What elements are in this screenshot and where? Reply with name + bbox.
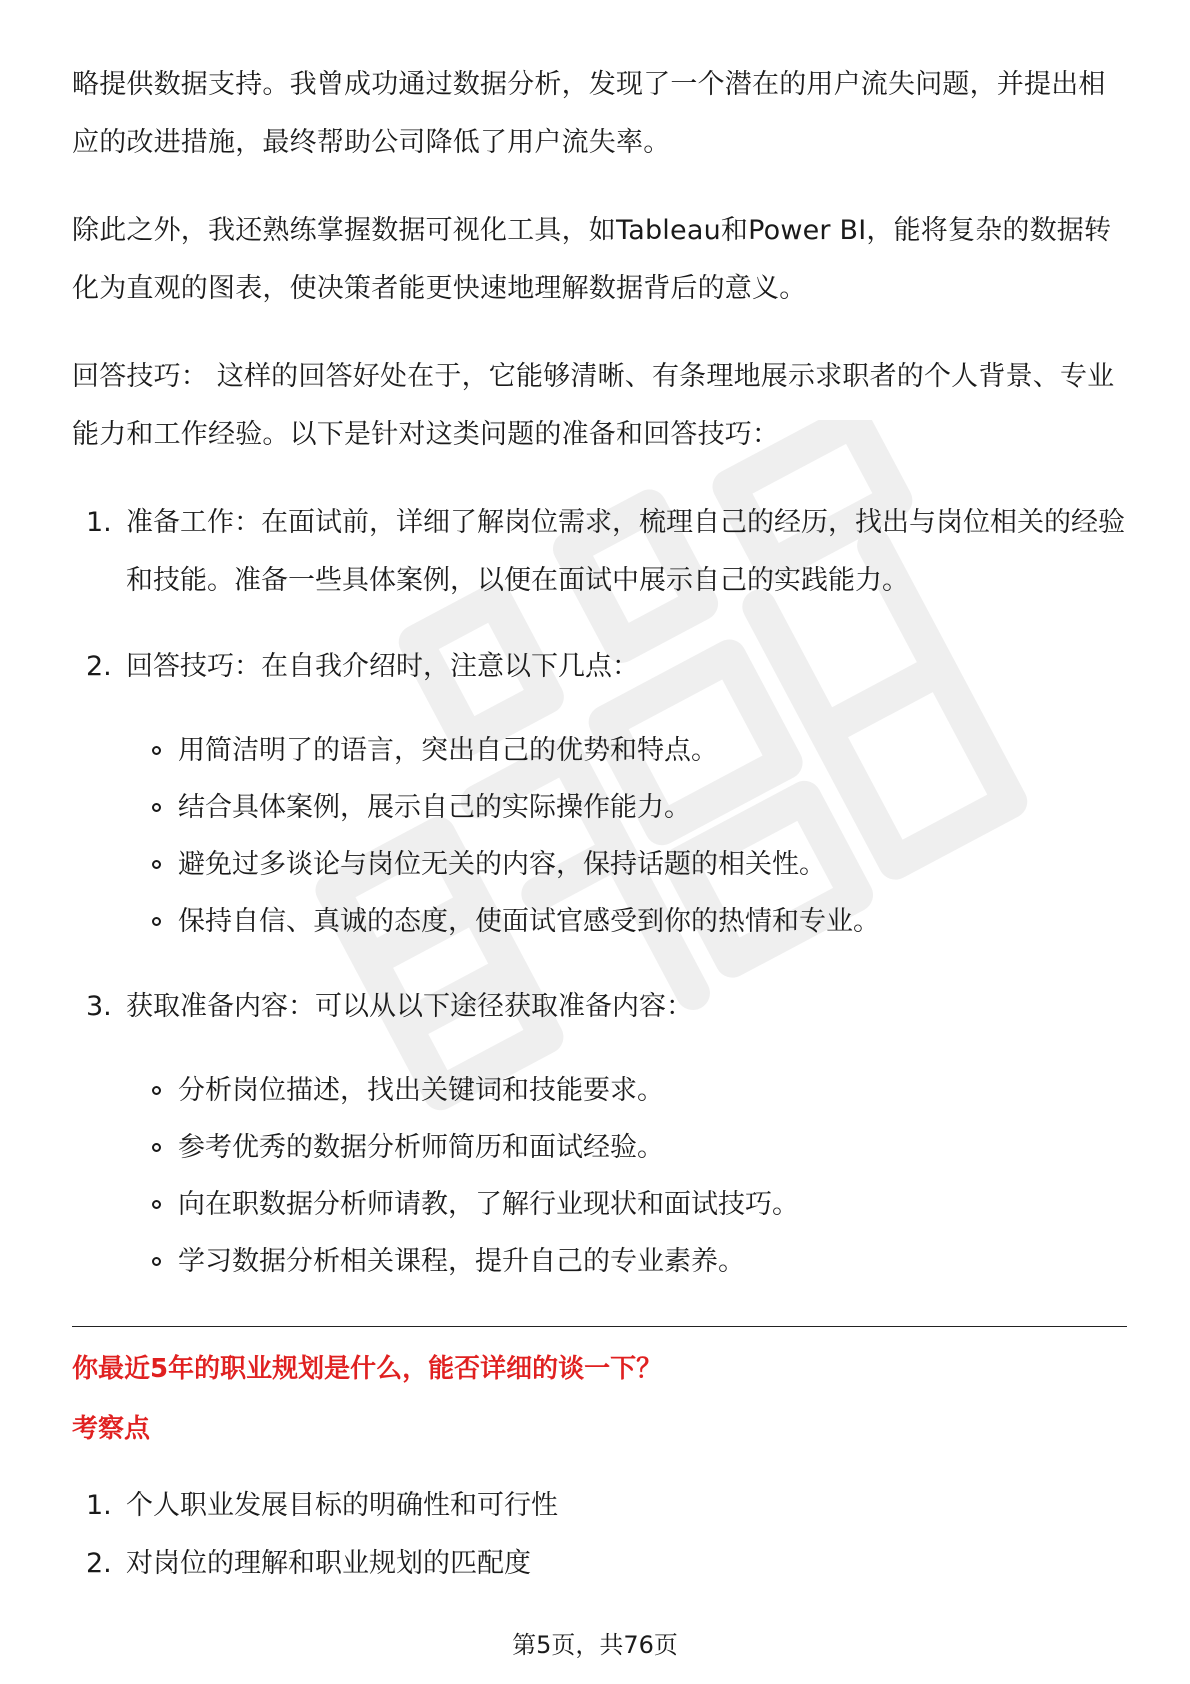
section-divider [72, 1326, 1127, 1327]
list-item [72, 893, 1127, 950]
circle-bullet-icon [152, 1143, 161, 1152]
circle-bullet-icon [152, 1200, 161, 1209]
list-item [72, 1176, 1127, 1233]
assessment-point-2 [72, 1535, 1127, 1593]
list-item-text: 学习数据分析相关课程，提升自己的专业素养。 [178, 1246, 745, 1277]
assessment-points-list [72, 1477, 1127, 1593]
prep-sources-sublist [72, 1062, 1127, 1290]
answer-tips-sublist [72, 722, 1127, 950]
list-item-text: 获取准备内容：可以从以下途径获取准备内容： [126, 991, 693, 1022]
circle-bullet-icon [152, 917, 161, 926]
circle-bullet-icon [152, 860, 161, 869]
list-number: 1. [86, 1490, 112, 1521]
circle-bullet-icon [152, 1257, 161, 1266]
list-item [72, 1233, 1127, 1290]
tips-list-item-3 [72, 978, 1127, 1036]
list-item-text: 避免过多谈论与岗位无关的内容，保持话题的相关性。 [178, 849, 826, 880]
list-item-text: 结合具体案例，展示自己的实际操作能力。 [178, 792, 691, 823]
document-content [72, 56, 1127, 1593]
list-item [72, 779, 1127, 836]
list-item-text: 回答技巧：在自我介绍时，注意以下几点： [126, 651, 639, 682]
paragraph-user-churn: 略提供数据支持。我曾成功通过数据分析，发现了一个潜在的用户流失问题，并提出相应的改进措施，最终帮助公司降低了用户流失率。 [72, 69, 1106, 158]
list-item [72, 1062, 1127, 1119]
question-heading: 你最近5年的职业规划是什么，能否详细的谈一下？ [72, 1354, 663, 1384]
circle-bullet-icon [152, 746, 161, 755]
page-number-footer: 第5页，共76页 [512, 1631, 678, 1659]
list-item-text: 用简洁明了的语言，突出自己的优势和特点。 [178, 735, 718, 766]
list-number: 2. [86, 651, 112, 682]
paragraph-answer-tips: 回答技巧： 这样的回答好处在于，它能够清晰、有条理地展示求职者的个人背景、专业能力和工作经验。以下是针对这类问题的准备和回答技巧： [72, 361, 1115, 450]
assessment-point-1 [72, 1477, 1127, 1535]
list-item [72, 1119, 1127, 1176]
list-item-text: 参考优秀的数据分析师简历和面试经验。 [178, 1132, 664, 1163]
list-item-text: 分析岗位描述，找出关键词和技能要求。 [178, 1075, 664, 1106]
list-number: 3. [86, 991, 112, 1022]
tips-list-item-2 [72, 638, 1127, 696]
section-label-assessment: 考察点 [72, 1414, 151, 1444]
list-item-text: 保持自信、真诚的态度，使面试官感受到你的热情和专业。 [178, 906, 880, 937]
circle-bullet-icon [152, 1086, 161, 1095]
tips-ordered-list [72, 494, 1127, 1290]
paragraph-visualization-tools: 除此之外，我还熟练掌握数据可视化工具，如Tableau和Power BI，能将复杂的数据转化为直观的图表，使决策者能更快速地理解数据背后的意义。 [72, 215, 1112, 304]
circle-bullet-icon [152, 803, 161, 812]
list-item-text: 向在职数据分析师请教，了解行业现状和面试技巧。 [178, 1189, 799, 1220]
list-number: 2. [86, 1548, 112, 1579]
list-item-text: 准备工作：在面试前，详细了解岗位需求，梳理自己的经历，找出与岗位相关的经验和技能。准备一些具体案例，以便在面试中展示自己的实践能力。 [126, 507, 1125, 596]
tips-list-item-1 [72, 494, 1127, 610]
list-number: 1. [86, 507, 112, 538]
list-item [72, 722, 1127, 779]
list-item-text: 对岗位的理解和职业规划的匹配度 [126, 1548, 531, 1579]
list-item [72, 836, 1127, 893]
list-item-text: 个人职业发展目标的明确性和可行性 [126, 1490, 558, 1521]
